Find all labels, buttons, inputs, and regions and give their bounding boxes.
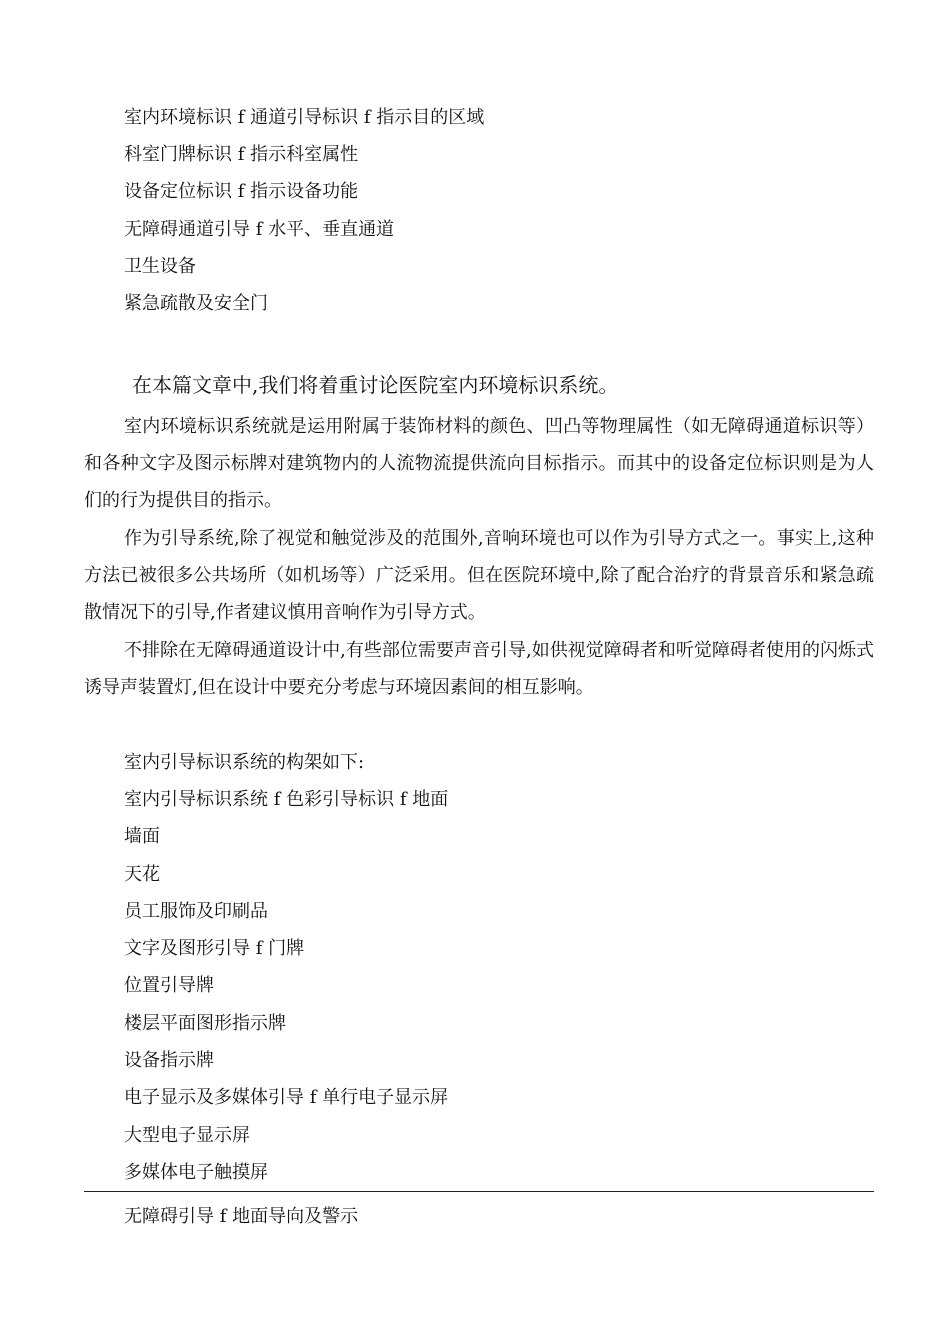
structure-list-item: 天花 bbox=[124, 864, 160, 885]
body-paragraph: 室内环境标识系统就是运用附属于装饰材料的颜色、凹凸等物理属性（如无障碍通道标识等）和各种文字及图示标牌对建筑物内的人流物流提供流向目标指示。而其中的设备定位标识则是为人们的行为提供目的指示。 bbox=[84, 416, 874, 511]
top-list-item: 卫生设备 bbox=[124, 256, 196, 277]
structure-list-item: 大型电子显示屏 bbox=[124, 1125, 250, 1146]
top-list-item: 紧急疏散及安全门 bbox=[124, 293, 268, 314]
top-list-item: 科室门牌标识 f 指示科室属性 bbox=[124, 144, 359, 165]
structure-list-item: 员工服饰及印刷品 bbox=[124, 901, 268, 922]
structure-list-item: 设备指示牌 bbox=[124, 1050, 214, 1071]
top-list-item: 室内环境标识 f 通道引导标识 f 指示目的区域 bbox=[124, 107, 485, 128]
top-list-item: 设备定位标识 f 指示设备功能 bbox=[124, 181, 359, 202]
structure-list-item: 楼层平面图形指示牌 bbox=[124, 1013, 286, 1034]
structure-list-item: 多媒体电子触摸屏 bbox=[124, 1162, 268, 1183]
body-paragraph: 作为引导系统,除了视觉和触觉涉及的范围外,音响环境也可以作为引导方式之一。事实上,这种方法已被很多公共场所（如机场等）广泛采用。但在医院环境中,除了配合治疗的背景音乐和紧急疏散情况下的引导,作者建议慎用音响作为引导方式。 bbox=[84, 528, 874, 623]
horizontal-divider bbox=[84, 1191, 874, 1192]
structure-list-item: 位置引导牌 bbox=[124, 975, 214, 996]
structure-list-item: 室内引导标识系统 f 色彩引导标识 f 地面 bbox=[124, 789, 449, 810]
after-rule-line: 无障碍引导 f 地面导向及警示 bbox=[124, 1206, 359, 1227]
structure-list-item: 电子显示及多媒体引导 f 单行电子显示屏 bbox=[124, 1087, 449, 1108]
body-paragraph: 不排除在无障碍通道设计中,有些部位需要声音引导,如供视觉障碍者和听觉障碍者使用的闪烁式诱导声装置灯,但在设计中要充分考虑与环境因素间的相互影响。 bbox=[84, 640, 874, 698]
structure-list-item: 墙面 bbox=[124, 826, 160, 847]
structure-list-item: 文字及图形引导 f 门牌 bbox=[124, 938, 305, 959]
intro-sentence: 在本篇文章中,我们将着重讨论医院室内环境标识系统。 bbox=[132, 373, 619, 397]
top-list-item: 无障碍通道引导 f 水平、垂直通道 bbox=[124, 219, 395, 240]
structure-heading: 室内引导标识系统的构架如下: bbox=[124, 752, 365, 773]
